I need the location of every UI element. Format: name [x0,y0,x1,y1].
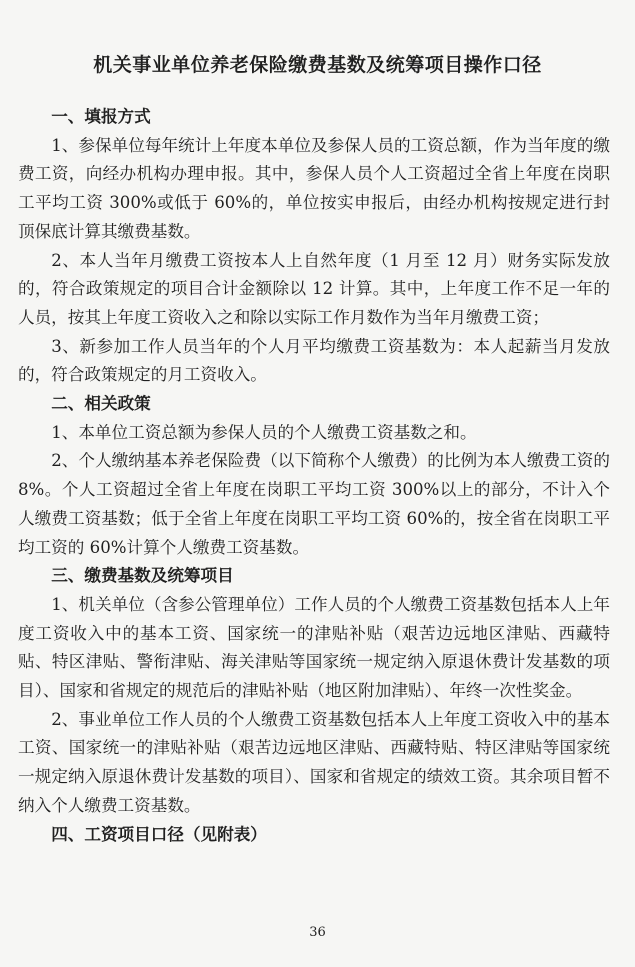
document-title: 机关事业单位养老保险缴费基数及统筹项目操作口径 [93,54,542,76]
document-body [18,103,610,849]
section-heading: 四、工资项目口径（见附表） [51,824,267,844]
paragraph: 1、参保单位每年统计上年度本单位及参保人员的工资总额，作为当年度的缴费工资，向经办机构办理申报。其中，参保人员个人工资超过全省上年度在岗职工平均工资 300%或低于 60%的，单位按实申报后，由经办机构按规定进行封顶保底计算其缴费基数。 [18,135,610,241]
section-heading: 二、相关政策 [51,394,151,414]
page-number: 36 [309,925,326,940]
paragraph: 3、新参加工作人员当年的个人月平均缴费工资基数为：本人起薪当月发放的，符合政策规定的月工资收入。 [18,336,610,385]
paragraph: 2、本人当年月缴费工资按本人上自然年度（1 月至 12 月）财务实际发放的，符合政策规定的项目合计金额除以 12 计算。其中，上年度工作不足一年的人员，按其上年度工资收入之和除以实际工作月数作为当年月缴费工资； [18,250,610,327]
paragraph: 1、本单位工资总额为参保人员的个人缴费工资基数之和。 [51,422,477,442]
section-heading: 一、填报方式 [51,107,151,126]
paragraph: 2、事业单位工作人员的个人缴费工资基数包括本人上年度工资收入中的基本工资、国家统一的津贴补贴（艰苦边远地区津贴、西藏特贴、特区津贴等国家统一规定纳入原退休费计发基数的项目）、国家和省规定的绩效工资。其余项目暂不纳入个人缴费工资基数。 [18,709,610,815]
paragraph: 2、个人缴纳基本养老保险费（以下简称个人缴费）的比例为本人缴费工资的 8%。个人工资超过全省上年度在岗职工平均工资 300%以上的部分，不计入个人缴费工资基数；低于全省上年度在岗职工平均工资 60%的，按全省在岗职工平均工资的 60%计算个人缴费工资基数。 [18,451,610,557]
section-heading: 三、缴费基数及统筹项目 [51,566,234,586]
paragraph: 1、机关单位（含参公管理单位）工作人员的个人缴费工资基数包括本人上年度工资收入中的基本工资、国家统一的津贴补贴（艰苦边远地区津贴、西藏特贴、特区津贴、警衔津贴、海关津贴等国家统一规定纳入原退休费计发基数的项目）、国家和省规定的规范后的津贴补贴（地区附加津贴）、年终一次性奖金。 [18,594,610,701]
